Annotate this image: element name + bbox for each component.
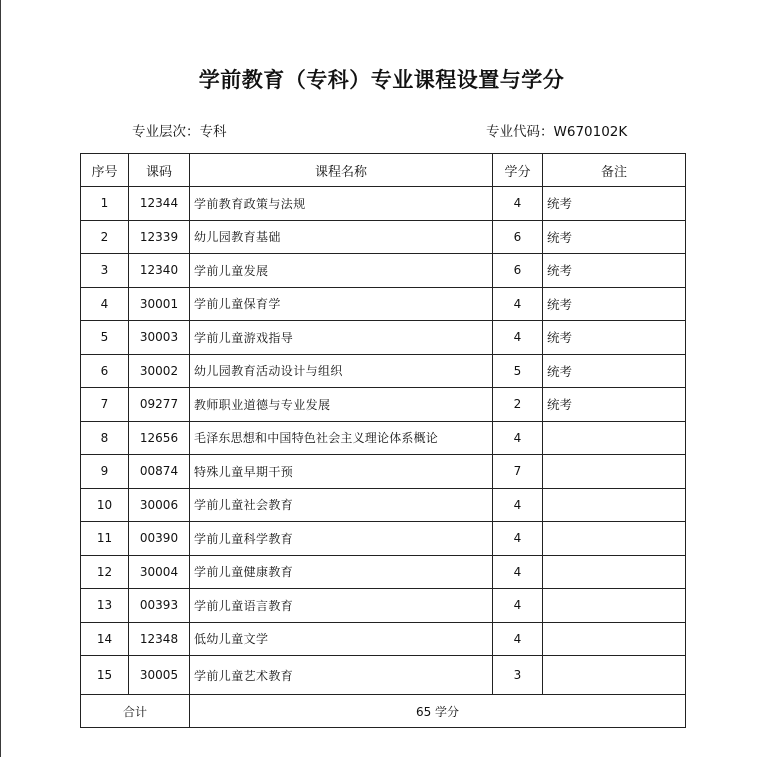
cell-index: 14 [81,622,129,656]
cell-name: 特殊儿童早期干预 [190,455,493,489]
cell-code: 12344 [129,187,190,221]
total-value: 65 学分 [190,695,686,728]
cell-name: 教师职业道德与专业发展 [190,388,493,422]
major-code-value: W670102K [553,124,628,140]
cell-remark: 统考 [543,388,686,422]
cell-code: 30003 [129,321,190,355]
header-code: 课码 [129,154,190,187]
cell-remark [543,555,686,589]
cell-code: 12656 [129,421,190,455]
header-name: 课程名称 [190,154,493,187]
cell-name: 学前儿童语言教育 [190,589,493,623]
cell-remark: 统考 [543,187,686,221]
cell-code: 30006 [129,488,190,522]
cell-index: 6 [81,354,129,388]
cell-code: 00874 [129,455,190,489]
cell-remark: 统考 [543,354,686,388]
cell-name: 学前儿童科学教育 [190,522,493,556]
major-level [132,120,227,140]
cell-index: 5 [81,321,129,355]
cell-code: 30002 [129,354,190,388]
cell-credits: 4 [493,421,543,455]
cell-index: 11 [81,522,129,556]
cell-remark [543,589,686,623]
table-row [81,555,686,589]
cell-code: 00390 [129,522,190,556]
cell-index: 9 [81,455,129,489]
table-row [81,421,686,455]
cell-name: 幼儿园教育基础 [190,220,493,254]
table-row [81,287,686,321]
cell-remark [543,455,686,489]
cell-index: 13 [81,589,129,623]
table-row [81,354,686,388]
cell-index: 3 [81,254,129,288]
cell-remark: 统考 [543,254,686,288]
cell-name: 低幼儿童文学 [190,622,493,656]
cell-credits: 4 [493,589,543,623]
cell-name: 学前儿童发展 [190,254,493,288]
cell-code: 30001 [129,287,190,321]
header-credits: 学分 [493,154,543,187]
cell-credits: 6 [493,254,543,288]
cell-credits: 3 [493,656,543,695]
cell-index: 7 [81,388,129,422]
major-level-label: 专业层次： [132,124,200,140]
cell-remark: 统考 [543,220,686,254]
cell-code: 00393 [129,589,190,623]
cell-credits: 6 [493,220,543,254]
cell-index: 2 [81,220,129,254]
total-label: 合计 [81,695,190,728]
cell-name: 学前儿童艺术教育 [190,656,493,695]
cell-code: 30005 [129,656,190,695]
table-row [81,488,686,522]
table-row [81,622,686,656]
cell-remark [543,622,686,656]
table-row [81,187,686,221]
cell-credits: 4 [493,622,543,656]
table-total-row [81,695,686,728]
page-left-border [0,0,1,757]
table-row [81,321,686,355]
cell-credits: 4 [493,555,543,589]
cell-remark [543,421,686,455]
cell-name: 毛泽东思想和中国特色社会主义理论体系概论 [190,421,493,455]
cell-credits: 7 [493,455,543,489]
cell-code: 09277 [129,388,190,422]
cell-name: 学前儿童保育学 [190,287,493,321]
cell-code: 12348 [129,622,190,656]
cell-code: 30004 [129,555,190,589]
cell-index: 1 [81,187,129,221]
cell-remark [543,522,686,556]
cell-name: 学前儿童游戏指导 [190,321,493,355]
cell-remark: 统考 [543,321,686,355]
header-index: 序号 [81,154,129,187]
cell-index: 4 [81,287,129,321]
cell-remark [543,488,686,522]
cell-name: 幼儿园教育活动设计与组织 [190,354,493,388]
header-remark: 备注 [543,154,686,187]
table-row [81,220,686,254]
cell-credits: 4 [493,287,543,321]
major-code-label: 专业代码： [486,124,554,140]
cell-code: 12340 [129,254,190,288]
table-row [81,388,686,422]
cell-name: 学前儿童健康教育 [190,555,493,589]
cell-name: 学前儿童社会教育 [190,488,493,522]
cell-credits: 4 [493,187,543,221]
table-row [81,522,686,556]
table-row [81,656,686,695]
major-code [486,120,627,140]
cell-credits: 5 [493,354,543,388]
cell-credits: 2 [493,388,543,422]
cell-remark [543,656,686,695]
cell-remark: 统考 [543,287,686,321]
table-header-row [81,154,686,187]
cell-index: 8 [81,421,129,455]
cell-index: 15 [81,656,129,695]
cell-code: 12339 [129,220,190,254]
table-row [81,589,686,623]
cell-index: 12 [81,555,129,589]
cell-credits: 4 [493,321,543,355]
table-row [81,254,686,288]
major-level-value: 专科 [199,124,227,140]
cell-credits: 4 [493,488,543,522]
page-title: 学前教育（专科）专业课程设置与学分 [198,67,565,92]
cell-name: 学前教育政策与法规 [190,187,493,221]
cell-credits: 4 [493,522,543,556]
table-row [81,455,686,489]
cell-index: 10 [81,488,129,522]
course-table [80,153,686,728]
